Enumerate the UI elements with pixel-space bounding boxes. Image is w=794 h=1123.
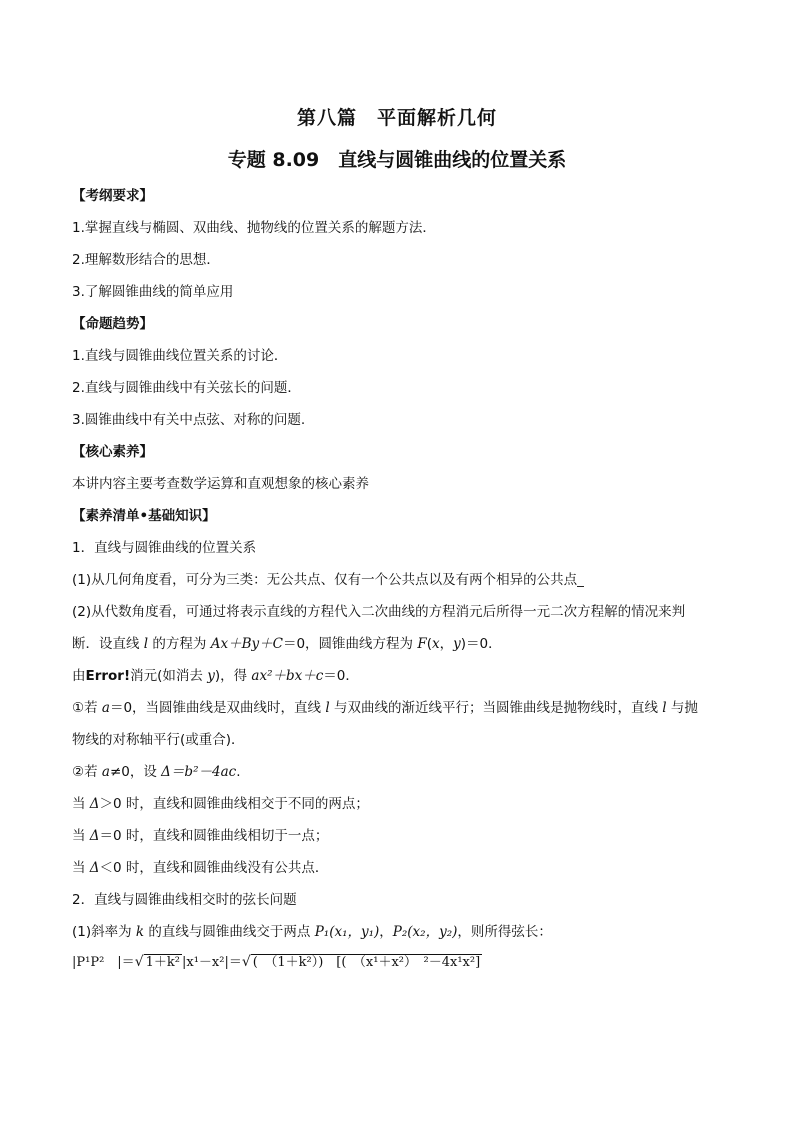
text-run: ( [426, 636, 433, 652]
var-F: F [417, 636, 427, 652]
text-run: ②若 [72, 764, 102, 780]
basics-algebraic-view-line1: (2)从代数角度看，可通过将表示直线的方程代入二次曲线的方程消元后所得一元二次方程解的情况来判 [72, 604, 686, 620]
part-title: 第八篇 平面解析几何 [296, 107, 497, 129]
var-k: k [135, 924, 145, 940]
var-x: x [432, 636, 440, 652]
basics-point-1-title: 1．直线与圆锥曲线的位置关系 [72, 540, 257, 556]
text-run: 当 [72, 828, 90, 844]
var-y: y [453, 636, 461, 652]
discriminant-positive [72, 795, 369, 813]
sqrt-term-2: ( （1＋k²）) [( （x¹＋x²） ²－4x¹x²] [252, 955, 481, 970]
basics-point-2-title: 2．直线与圆锥曲线相交时的弦长问题 [72, 892, 297, 908]
text-run: 当 [72, 796, 90, 812]
text-run: ， [379, 924, 393, 940]
error-field: Error! [85, 668, 131, 684]
trend-item-1: 1.直线与圆锥曲线位置关系的讨论． [72, 348, 288, 364]
formula-lhs: |P¹P² |＝ [72, 955, 135, 970]
text-run: ＜0 时，直线和圆锥曲线没有公共点． [99, 860, 329, 876]
text-run: 的方程为 [148, 636, 211, 652]
discriminant-negative [72, 859, 328, 877]
section-heading-trends: 【命题趋势】 [72, 316, 153, 332]
discriminant-zero [72, 827, 328, 845]
text-run: 与双曲线的渐近线平行；当圆锥曲线是抛物线时，直线 [329, 700, 663, 716]
text-run: )＝0． [460, 636, 502, 652]
var-y: y [207, 668, 215, 684]
text-run: 断．设直线 [72, 636, 144, 652]
chord-length-formula [72, 953, 482, 972]
requirement-item-3: 3.了解圆锥曲线的简单应用 [72, 284, 234, 300]
delta-symbol: Δ [89, 828, 100, 844]
discriminant-formula: Δ＝b²－4ac [161, 764, 237, 780]
text-run: ，则所得弦长： [457, 924, 552, 940]
delta-symbol: Δ [89, 860, 100, 876]
requirement-item-1: 1.掌握直线与椭圆、双曲线、抛物线的位置关系的解题方法． [72, 220, 436, 236]
text-run: ＞0 时，直线和圆锥曲线相交于不同的两点； [99, 796, 369, 812]
text-run: 消元(如消去 [130, 668, 208, 684]
quadratic-expression: ax²＋bx＋c [251, 668, 324, 684]
var-a: a [101, 700, 110, 716]
text-run: ＝0． [323, 668, 359, 684]
sqrt-sign-icon: √ [241, 954, 251, 970]
sqrt-term-1: 1＋k² [145, 955, 180, 970]
text-run: ， [439, 636, 454, 652]
case-a-zero-line1 [72, 699, 698, 717]
var-l: l [662, 700, 667, 716]
basics-algebraic-view-line2 [72, 635, 502, 653]
elimination-line [72, 667, 359, 685]
text-run: (1)斜率为 [72, 924, 136, 940]
delta-symbol: Δ [89, 796, 100, 812]
sqrt-sign-icon: √ [134, 954, 144, 970]
literacy-text: 本讲内容主要考查数学运算和直观想象的核心素养 [72, 476, 369, 492]
var-a: a [101, 764, 110, 780]
trend-item-3: 3.圆锥曲线中有关中点弦、对称的问题. [72, 412, 306, 428]
section-heading-basics: 【素养清单•基础知识】 [72, 508, 216, 524]
text-run: )，得 [214, 668, 252, 684]
topic-title: 专题 8.09 直线与圆锥曲线的位置关系 [227, 149, 567, 171]
formula-middle: |x¹－x²|＝ [181, 955, 242, 970]
basics-geometric-view: (1)从几何角度看，可分为三类：无公共点、仅有一个公共点以及有两个相异的公共点_ [72, 572, 584, 588]
var-l: l [143, 636, 149, 652]
point-p2: P₂(x₂，y₂) [392, 924, 458, 940]
var-l: l [325, 700, 330, 716]
text-run: ①若 [72, 700, 102, 716]
text-run: 由 [72, 668, 86, 684]
requirement-item-2: 2.理解数形结合的思想． [72, 252, 220, 268]
case-a-nonzero [72, 763, 240, 781]
text-run: 的直线与圆锥曲线交于两点 [144, 924, 315, 940]
case-a-zero-line2: 物线的对称轴平行(或重合)． [72, 732, 245, 748]
chord-length-intro [72, 923, 552, 941]
section-heading-requirements: 【考纲要求】 [72, 188, 153, 204]
line-equation: Ax＋By＋C [210, 636, 283, 652]
text-run: . [236, 764, 241, 780]
point-p1: P₁(x₁，y₁) [314, 924, 380, 940]
text-run: ≠0，设 [109, 764, 162, 780]
text-run: 当 [72, 860, 90, 876]
text-run: ＝0，当圆锥曲线是双曲线时，直线 [109, 700, 326, 716]
trend-item-2: 2.直线与圆锥曲线中有关弦长的问题． [72, 380, 301, 396]
text-run: ＝0，圆锥曲线方程为 [282, 636, 418, 652]
text-run: ＝0 时，直线和圆锥曲线相切于一点； [99, 828, 329, 844]
section-heading-literacy: 【核心素养】 [72, 444, 153, 460]
text-run: 与抛 [666, 700, 698, 716]
